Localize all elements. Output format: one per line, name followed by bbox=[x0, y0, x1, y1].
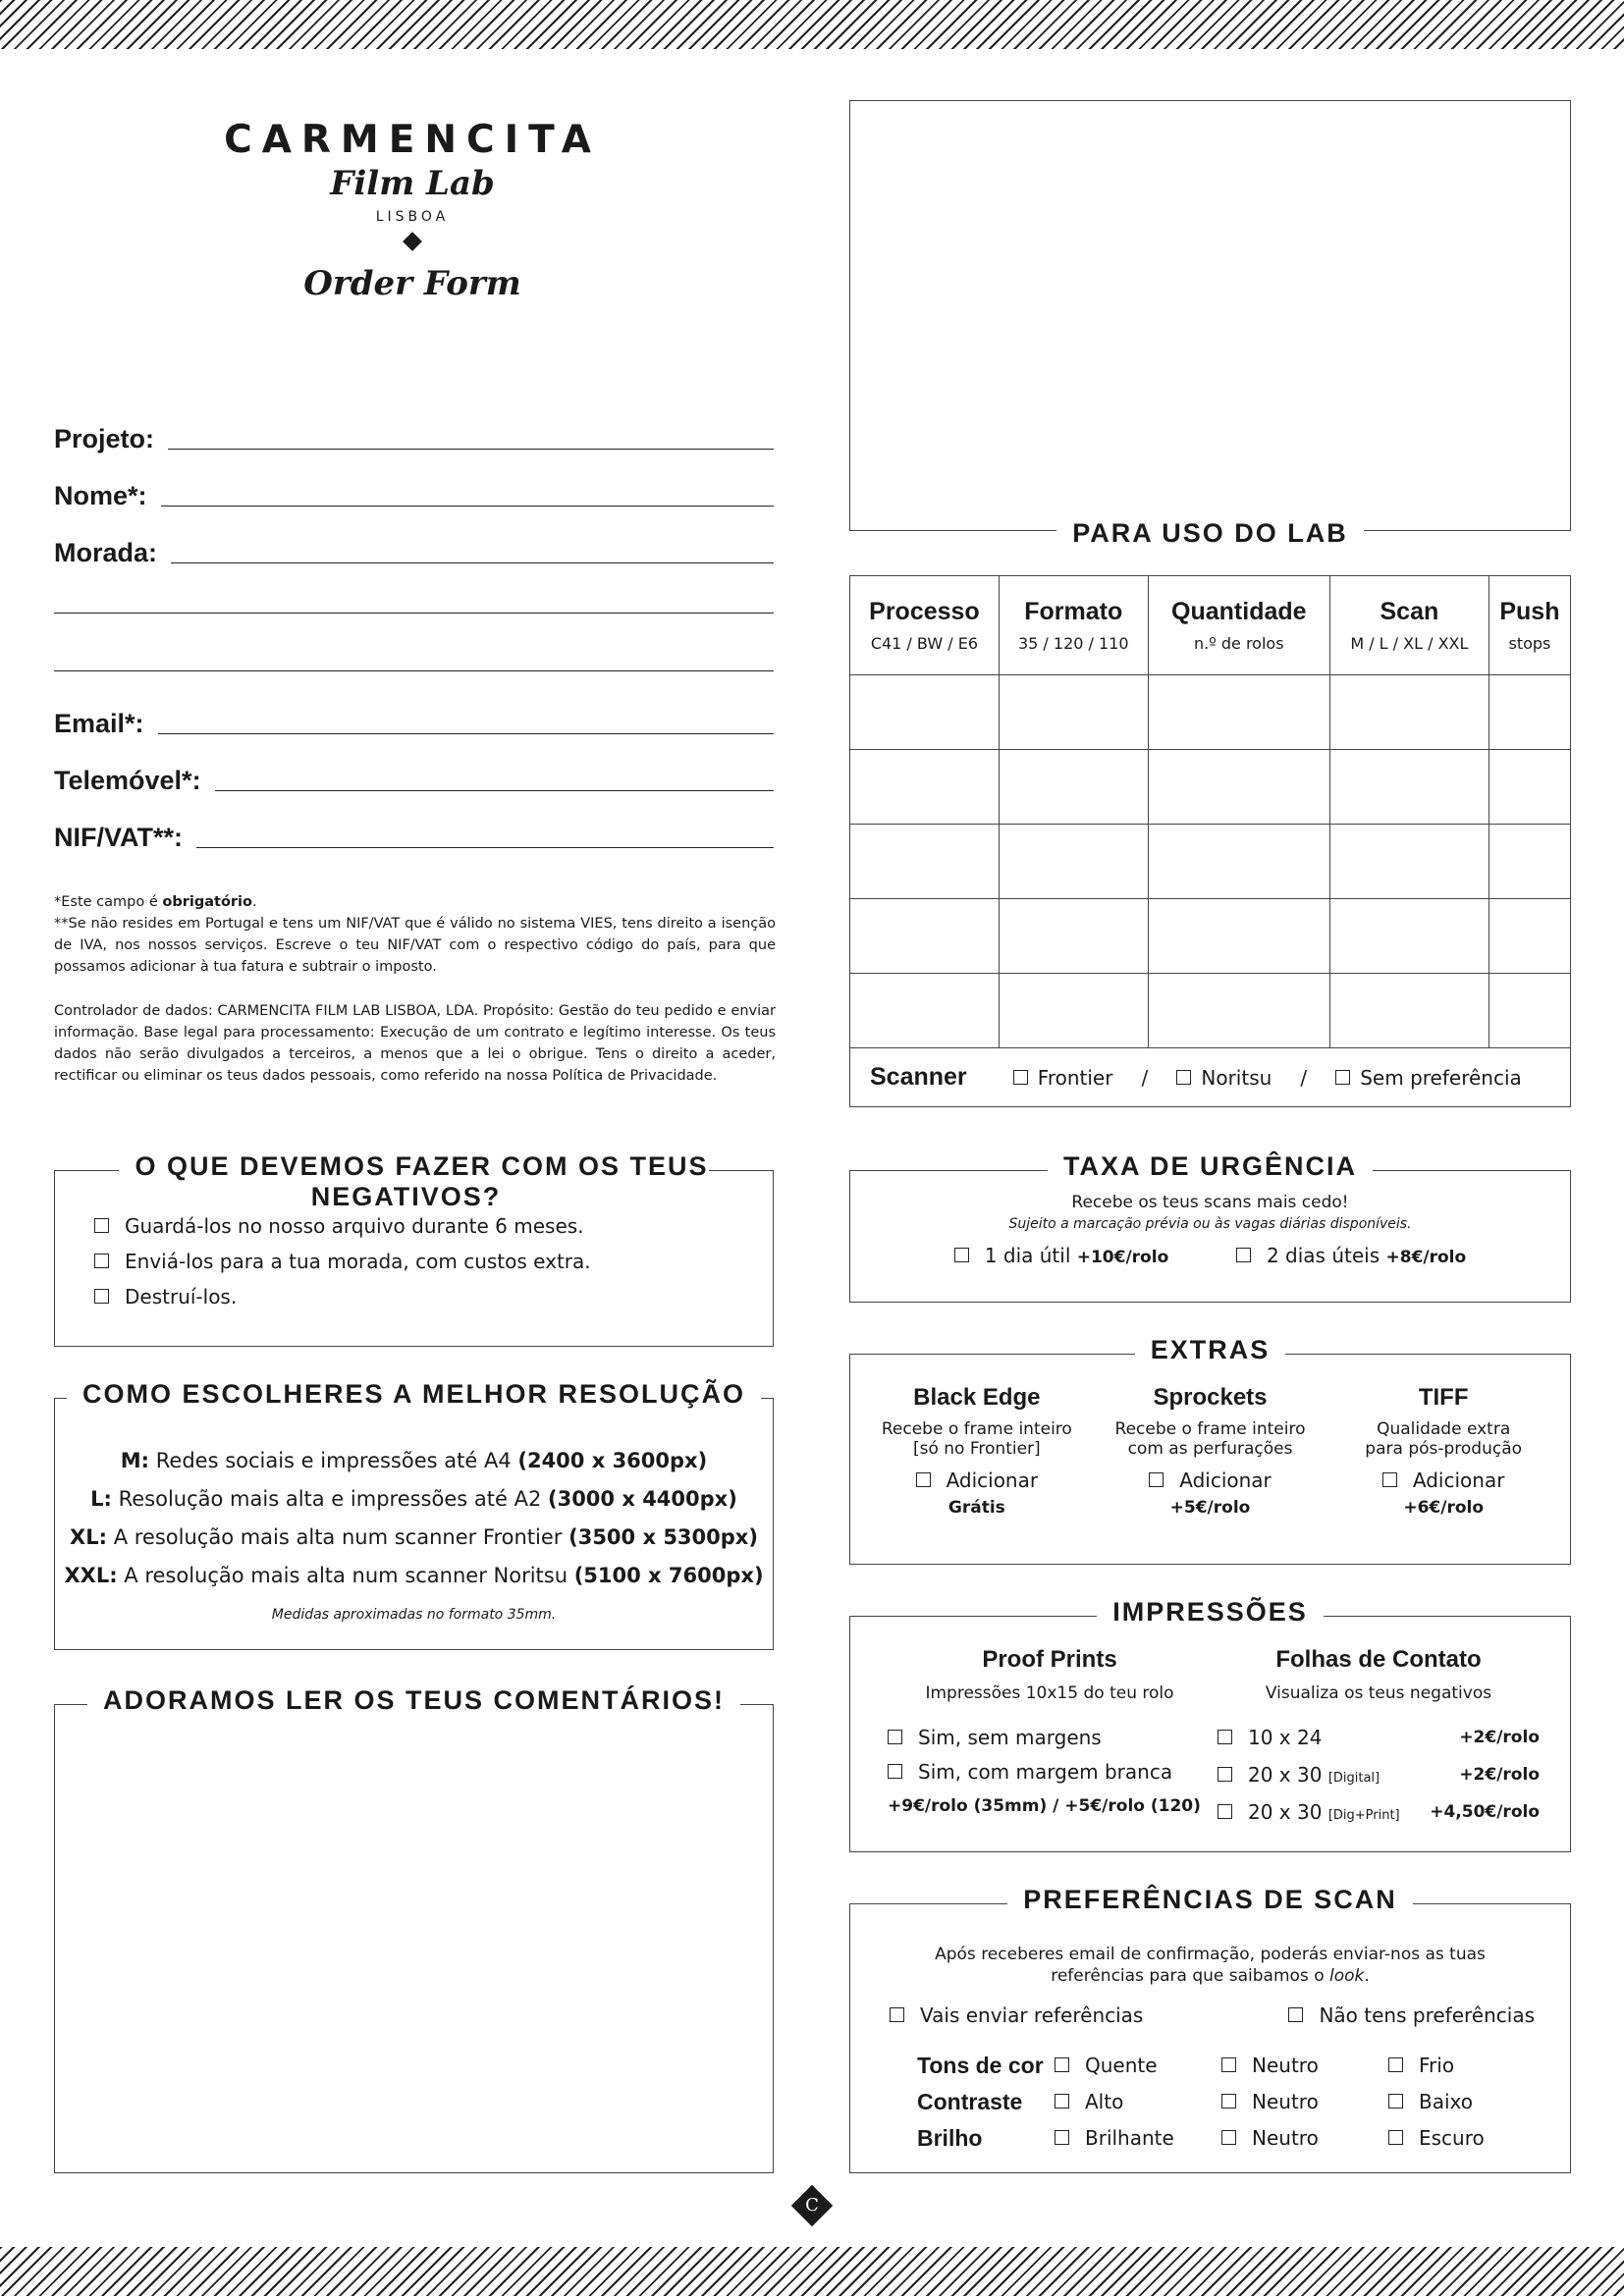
checkbox-icon[interactable] bbox=[916, 1472, 931, 1487]
lab-use-box bbox=[849, 100, 1571, 548]
contact-option[interactable]: 20 x 30 [Dig+Print] +4,50€/rolo bbox=[1218, 1795, 1540, 1833]
prefs-grid bbox=[917, 2048, 1485, 2157]
resolution-row: XXL: A resolução mais alta num scanner Noritsu (5100 x 7600px) bbox=[64, 1564, 764, 1587]
extras-title-wrap bbox=[850, 1335, 1570, 1365]
brand-logo bbox=[177, 118, 648, 303]
checkbox-icon[interactable] bbox=[1218, 1804, 1232, 1819]
required-note: *Este campo é obrigatório. bbox=[54, 894, 257, 910]
resolution-title: COMO ESCOLHERES A MELHOR RESOLUÇÃO bbox=[67, 1379, 761, 1409]
checkbox-icon[interactable] bbox=[94, 1289, 109, 1304]
comments-section[interactable] bbox=[54, 1685, 774, 2173]
bottom-stripe-border bbox=[0, 2247, 1624, 2296]
scanner-row: Scanner Frontier / Noritsu / Sem preferência bbox=[850, 1048, 1571, 1107]
brand-city: LISBOA bbox=[375, 209, 450, 225]
col-header-formato: Formato 35 / 120 / 110 bbox=[999, 576, 1148, 675]
projeto-field[interactable] bbox=[54, 414, 774, 454]
email-input-line[interactable] bbox=[158, 733, 774, 734]
proof-prints: Proof Prints Impressões 10x15 do teu rolo Sim, sem margens Sim, com margem branca +9€/rolo (35mm) / +5€/rolo (120) bbox=[888, 1646, 1212, 1824]
scanner-label: Scanner bbox=[870, 1063, 967, 1091]
col-header-scan: Scan M / L / XL / XXL bbox=[1329, 576, 1489, 675]
nif-field[interactable] bbox=[54, 813, 774, 852]
brand-name: CARMENCITA bbox=[224, 118, 601, 162]
nome-label: Nome*: bbox=[54, 481, 147, 510]
negatives-option[interactable]: Enviá-los para a tua morada, com custos extra. bbox=[94, 1244, 591, 1279]
resolution-list bbox=[55, 1442, 773, 1634]
checkbox-icon[interactable] bbox=[1221, 2130, 1236, 2145]
table-row[interactable] bbox=[850, 750, 1571, 825]
resolution-row: M: Redes sociais e impressões até A4 (2400 x 3600px) bbox=[120, 1449, 708, 1472]
urgency-body: Recebe os teus scans mais cedo! Sujeito a marcação prévia ou às vagas diárias disponíveis. 1 dia útil +10€/rolo 2 dias úteis +8€/rolo bbox=[850, 1193, 1570, 1267]
resolution-row: L: Resolução mais alta e impressões até A2 (3000 x 4400px) bbox=[90, 1487, 737, 1511]
nome-input-line[interactable] bbox=[161, 506, 774, 507]
morada-input-line[interactable] bbox=[171, 562, 774, 563]
telemovel-input-line[interactable] bbox=[215, 790, 774, 791]
prints-section bbox=[849, 1597, 1571, 1852]
checkbox-icon[interactable] bbox=[94, 1218, 109, 1233]
checkbox-icon[interactable] bbox=[1218, 1767, 1232, 1782]
scanner-option[interactable]: Noritsu bbox=[1176, 1066, 1272, 1090]
page-mark-icon: C bbox=[791, 2185, 833, 2226]
prints-title: IMPRESSÕES bbox=[1097, 1597, 1324, 1627]
extras-section bbox=[849, 1335, 1571, 1565]
col-header-push: Push stops bbox=[1489, 576, 1570, 675]
checkbox-icon[interactable] bbox=[1335, 1070, 1350, 1085]
email-field[interactable] bbox=[54, 699, 774, 738]
form-title: Order Form bbox=[303, 264, 521, 303]
checkbox-icon[interactable] bbox=[1221, 2094, 1236, 2109]
urgency-option-1[interactable]: 1 dia útil +10€/rolo bbox=[954, 1244, 1168, 1267]
table-header-row bbox=[850, 576, 1571, 675]
checkbox-icon[interactable] bbox=[1218, 1730, 1232, 1744]
morada-line-3[interactable] bbox=[54, 670, 774, 671]
checkbox-icon[interactable] bbox=[1149, 1472, 1164, 1487]
urgency-title-wrap bbox=[850, 1151, 1570, 1182]
checkbox-icon[interactable] bbox=[1388, 2094, 1403, 2109]
prefs-option-references[interactable]: Vais enviar referências bbox=[890, 2003, 1143, 2027]
urgency-title: TAXA DE URGÊNCIA bbox=[1048, 1151, 1373, 1181]
brand-subtitle: Film Lab bbox=[330, 164, 495, 203]
contact-option[interactable]: 20 x 30 [Digital] +2€/rolo bbox=[1218, 1758, 1540, 1795]
table-row[interactable] bbox=[850, 675, 1571, 750]
contact-option[interactable]: 10 x 24 +2€/rolo bbox=[1218, 1721, 1540, 1758]
checkbox-icon[interactable] bbox=[1236, 1248, 1251, 1262]
projeto-label: Projeto: bbox=[54, 424, 155, 454]
checkbox-icon[interactable] bbox=[1382, 1472, 1397, 1487]
extras-columns bbox=[860, 1384, 1560, 1518]
comments-title: ADORAMOS LER OS TEUS COMENTÁRIOS! bbox=[87, 1685, 740, 1715]
telemovel-label: Telemóvel*: bbox=[54, 766, 201, 795]
scanner-option[interactable]: Frontier bbox=[1013, 1066, 1113, 1090]
negatives-option[interactable]: Guardá-los no nosso arquivo durante 6 meses. bbox=[94, 1208, 591, 1244]
negatives-title: O QUE DEVEMOS FAZER COM OS TEUS NEGATIVOS? bbox=[119, 1151, 708, 1211]
checkbox-icon[interactable] bbox=[1288, 2007, 1303, 2022]
checkbox-icon[interactable] bbox=[888, 1764, 902, 1779]
checkbox-icon[interactable] bbox=[94, 1254, 109, 1268]
checkbox-icon[interactable] bbox=[890, 2007, 904, 2022]
comments-title-wrap bbox=[55, 1685, 773, 1716]
negatives-option[interactable]: Destruí-los. bbox=[94, 1279, 591, 1314]
checkbox-icon[interactable] bbox=[1055, 2130, 1069, 2145]
prefs-title: PREFERÊNCIAS DE SCAN bbox=[1007, 1885, 1413, 1914]
email-label: Email*: bbox=[54, 709, 144, 738]
urgency-options bbox=[850, 1244, 1570, 1267]
morada-line-2[interactable] bbox=[54, 613, 774, 614]
prints-title-wrap bbox=[850, 1597, 1570, 1628]
urgency-option-2[interactable]: 2 dias úteis +8€/rolo bbox=[1236, 1244, 1466, 1267]
prefs-title-wrap bbox=[850, 1885, 1570, 1915]
checkbox-icon[interactable] bbox=[888, 1730, 902, 1744]
nif-input-line[interactable] bbox=[196, 847, 774, 848]
nome-field[interactable] bbox=[54, 471, 774, 510]
morada-label: Morada: bbox=[54, 538, 158, 567]
prefs-mode bbox=[890, 2003, 1535, 2027]
projeto-input-line[interactable] bbox=[168, 449, 774, 450]
checkbox-icon[interactable] bbox=[1176, 1070, 1191, 1085]
top-stripe-border bbox=[0, 0, 1624, 49]
field-notes bbox=[54, 891, 776, 978]
extra-sprockets: Sprockets Recebe o frame inteiro com as perfurações Adicionar +5€/rolo bbox=[1094, 1384, 1327, 1518]
proof-option[interactable]: Sim, com margem branca bbox=[888, 1755, 1212, 1789]
extra-option[interactable]: Adicionar bbox=[1326, 1468, 1560, 1492]
lab-title-wrap bbox=[850, 518, 1570, 549]
prefs-row-brightness: Brilho Brilhante Neutro Escuro bbox=[917, 2125, 1485, 2151]
resolution-section bbox=[54, 1379, 774, 1650]
col-header-quantidade: Quantidade n.º de rolos bbox=[1148, 576, 1329, 675]
extra-tiff: TIFF Qualidade extra para pós-produção Adicionar +6€/rolo bbox=[1326, 1384, 1560, 1518]
privacy-note: Controlador de dados: CARMENCITA FILM LAB LISBOA, LDA. Propósito: Gestão do teu pedido e enviar informação. Base legal para processamento: Execução de um contrato e legítimo interesse. Os teus dados não serão divulgados a terceiros, a menos que a lei o obrigue. Tens o direito a aceder, rectificar ou eliminar os teus dados pessoais, como referido na nossa Política de Privacidade. bbox=[54, 1003, 776, 1084]
extra-option[interactable]: Adicionar bbox=[860, 1468, 1094, 1492]
negatives-options bbox=[94, 1208, 591, 1314]
checkbox-icon[interactable] bbox=[1388, 2130, 1403, 2145]
morada-field[interactable] bbox=[54, 528, 774, 567]
nif-label: NIF/VAT**: bbox=[54, 823, 183, 852]
negatives-title-wrap bbox=[55, 1151, 773, 1212]
checkbox-icon[interactable] bbox=[1013, 1070, 1028, 1085]
scanner-option[interactable]: Sem preferência bbox=[1335, 1066, 1522, 1090]
prefs-row-tones: Tons de cor Quente Neutro Frio bbox=[917, 2053, 1455, 2078]
checkbox-icon[interactable] bbox=[1221, 2057, 1236, 2072]
telemovel-field[interactable] bbox=[54, 756, 774, 795]
checkbox-icon[interactable] bbox=[1388, 2057, 1403, 2072]
extra-option[interactable]: Adicionar bbox=[1094, 1468, 1327, 1492]
checkbox-icon[interactable] bbox=[954, 1248, 969, 1262]
checkbox-icon[interactable] bbox=[1055, 2094, 1069, 2109]
lab-title: PARA USO DO LAB bbox=[1056, 518, 1364, 548]
prefs-option-none[interactable]: Não tens preferências bbox=[1288, 2003, 1535, 2027]
checkbox-icon[interactable] bbox=[1055, 2057, 1069, 2072]
table-row[interactable] bbox=[850, 825, 1571, 899]
proof-option[interactable]: Sim, sem margens bbox=[888, 1721, 1212, 1755]
prefs-intro: Após receberes email de confirmação, poderás enviar-nos as tuas referências para que saibamos o look. bbox=[935, 1945, 1486, 1986]
diamond-icon bbox=[403, 232, 422, 251]
scan-preferences-section bbox=[849, 1885, 1571, 2173]
negatives-section bbox=[54, 1151, 774, 1347]
contact-sheets: Folhas de Contato Visualiza os teus negativos 10 x 24 +2€/rolo 20 x 30 [Digital] +2€/rolo 20 x 30 [Dig+Print] +4,50€/rolo bbox=[1218, 1646, 1540, 1833]
extras-title: EXTRAS bbox=[1135, 1335, 1286, 1364]
urgency-section bbox=[849, 1151, 1571, 1303]
resolution-row: XL: A resolução mais alta num scanner Frontier (3500 x 5300px) bbox=[70, 1525, 758, 1549]
lab-table bbox=[849, 575, 1571, 1107]
col-header-processo: Processo C41 / BW / E6 bbox=[850, 576, 1000, 675]
table-row[interactable] bbox=[850, 974, 1571, 1048]
prefs-row-contrast: Contraste Alto Neutro Baixo bbox=[917, 2089, 1473, 2114]
nif-note: **Se não resides em Portugal e tens um NIF/VAT que é válido no sistema VIES, tens direito a isenção de IVA, nos nossos serviços. Escreve o teu NIF/VAT com o respectivo código do país, para que possamos adicionar à tua fatura e subtrair o imposto. bbox=[54, 916, 776, 975]
resolution-note: Medidas aproximadas no formato 35mm. bbox=[271, 1607, 557, 1623]
resolution-title-wrap bbox=[55, 1379, 773, 1410]
extra-black-edge: Black Edge Recebe o frame inteiro [só no Frontier] Adicionar Grátis bbox=[860, 1384, 1094, 1518]
table-row[interactable] bbox=[850, 899, 1571, 974]
